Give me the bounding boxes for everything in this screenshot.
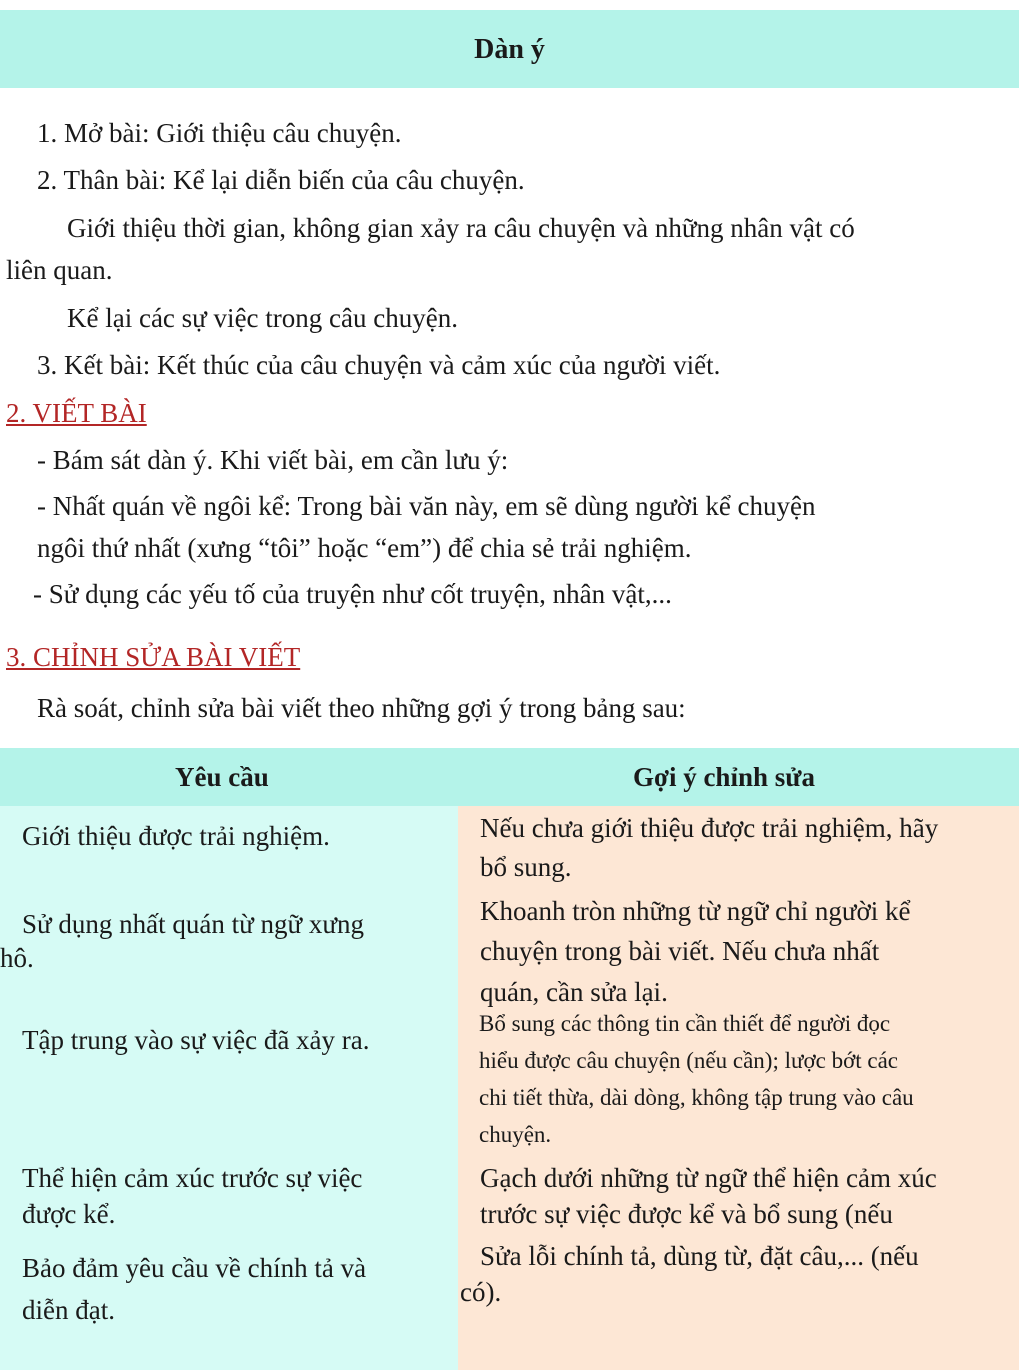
table-row-3-suggestion-line-1: Bổ sung các thông tin cần thiết để người đọc xyxy=(479,1011,891,1036)
table-row-5-requirement-line-2: diễn đạt. xyxy=(22,1295,115,1325)
table-row-2-suggestion-line-3: quán, cần sửa lại. xyxy=(480,977,668,1007)
table-row-1-suggestion-line-2: bổ sung. xyxy=(480,852,572,882)
outline-item-conclusion: 3. Kết bài: Kết thúc của câu chuyện và cảm xúc của người viết. xyxy=(37,350,721,380)
table-row-2-suggestion-line-1: Khoanh tròn những từ ngữ chỉ người kể xyxy=(480,896,911,926)
table-row-4-requirement-line-1: Thể hiện cảm xúc trước sự việc xyxy=(22,1163,363,1193)
outline-body-detail-2: Kể lại các sự việc trong câu chuyện. xyxy=(67,303,458,333)
table-row-2-suggestion-line-2: chuyện trong bài viết. Nếu chưa nhất xyxy=(480,936,880,966)
section-edit-heading: 3. CHỈNH SỬA BÀI VIẾT xyxy=(6,642,301,672)
table-row-2-requirement-line-1: Sử dụng nhất quán từ ngữ xưng xyxy=(22,909,365,939)
table-row-5-requirement-line-1: Bảo đảm yêu cầu về chính tả và xyxy=(22,1253,367,1283)
outline-body-detail-1-cont: liên quan. xyxy=(6,255,113,285)
table-row-4-requirement-line-2: được kể. xyxy=(22,1199,116,1229)
table-header-requirement: Yêu cầu xyxy=(175,762,269,792)
edit-intro: Rà soát, chỉnh sửa bài viết theo những gợi ý trong bảng sau: xyxy=(37,693,686,723)
table-row-4-suggestion-line-2: trước sự việc được kể và bổ sung (nếu xyxy=(480,1199,893,1229)
outline-item-body: 2. Thân bài: Kể lại diễn biến của câu chuyện. xyxy=(37,165,525,195)
write-line-2-cont: ngôi thứ nhất (xưng “tôi” hoặc “em”) để chia sẻ trải nghiệm. xyxy=(37,533,692,563)
table-header-suggestion: Gợi ý chỉnh sửa xyxy=(633,762,815,792)
table-row-1-suggestion-line-1: Nếu chưa giới thiệu được trải nghiệm, hãy xyxy=(480,813,939,843)
table-row-1-requirement: Giới thiệu được trải nghiệm. xyxy=(22,821,330,851)
table-row-5-suggestion-line-1: Sửa lỗi chính tả, dùng từ, đặt câu,... (nếu xyxy=(480,1241,919,1271)
outline-item-intro: 1. Mở bài: Giới thiệu câu chuyện. xyxy=(37,118,402,148)
table-row-2-requirement-line-2: hô. xyxy=(0,943,34,973)
outline-title: Dàn ý xyxy=(474,34,545,65)
table-row-5-suggestion-line-2: có). xyxy=(460,1277,502,1307)
table-row-3-suggestion-line-2: hiểu được câu chuyện (nếu cần); lược bớt các xyxy=(479,1048,899,1073)
table-row-3-requirement: Tập trung vào sự việc đã xảy ra. xyxy=(22,1025,370,1055)
table-row-3-suggestion-line-4: chuyện. xyxy=(479,1122,552,1147)
write-line-2: - Nhất quán về ngôi kể: Trong bài văn này, em sẽ dùng người kể chuyện xyxy=(37,491,816,521)
table-row-3-suggestion-line-3: chi tiết thừa, dài dòng, không tập trung vào câu xyxy=(479,1085,914,1110)
write-line-1: - Bám sát dàn ý. Khi viết bài, em cần lưu ý: xyxy=(37,445,509,475)
table-header-band xyxy=(0,748,1019,806)
outline-body-detail-1: Giới thiệu thời gian, không gian xảy ra câu chuyện và những nhân vật có xyxy=(67,213,855,243)
section-write-heading: 2. VIẾT BÀI xyxy=(6,398,147,428)
table-row-4-suggestion-line-1: Gạch dưới những từ ngữ thể hiện cảm xúc xyxy=(480,1163,937,1193)
write-line-3: - Sử dụng các yếu tố của truyện như cốt truyện, nhân vật,... xyxy=(33,579,672,609)
